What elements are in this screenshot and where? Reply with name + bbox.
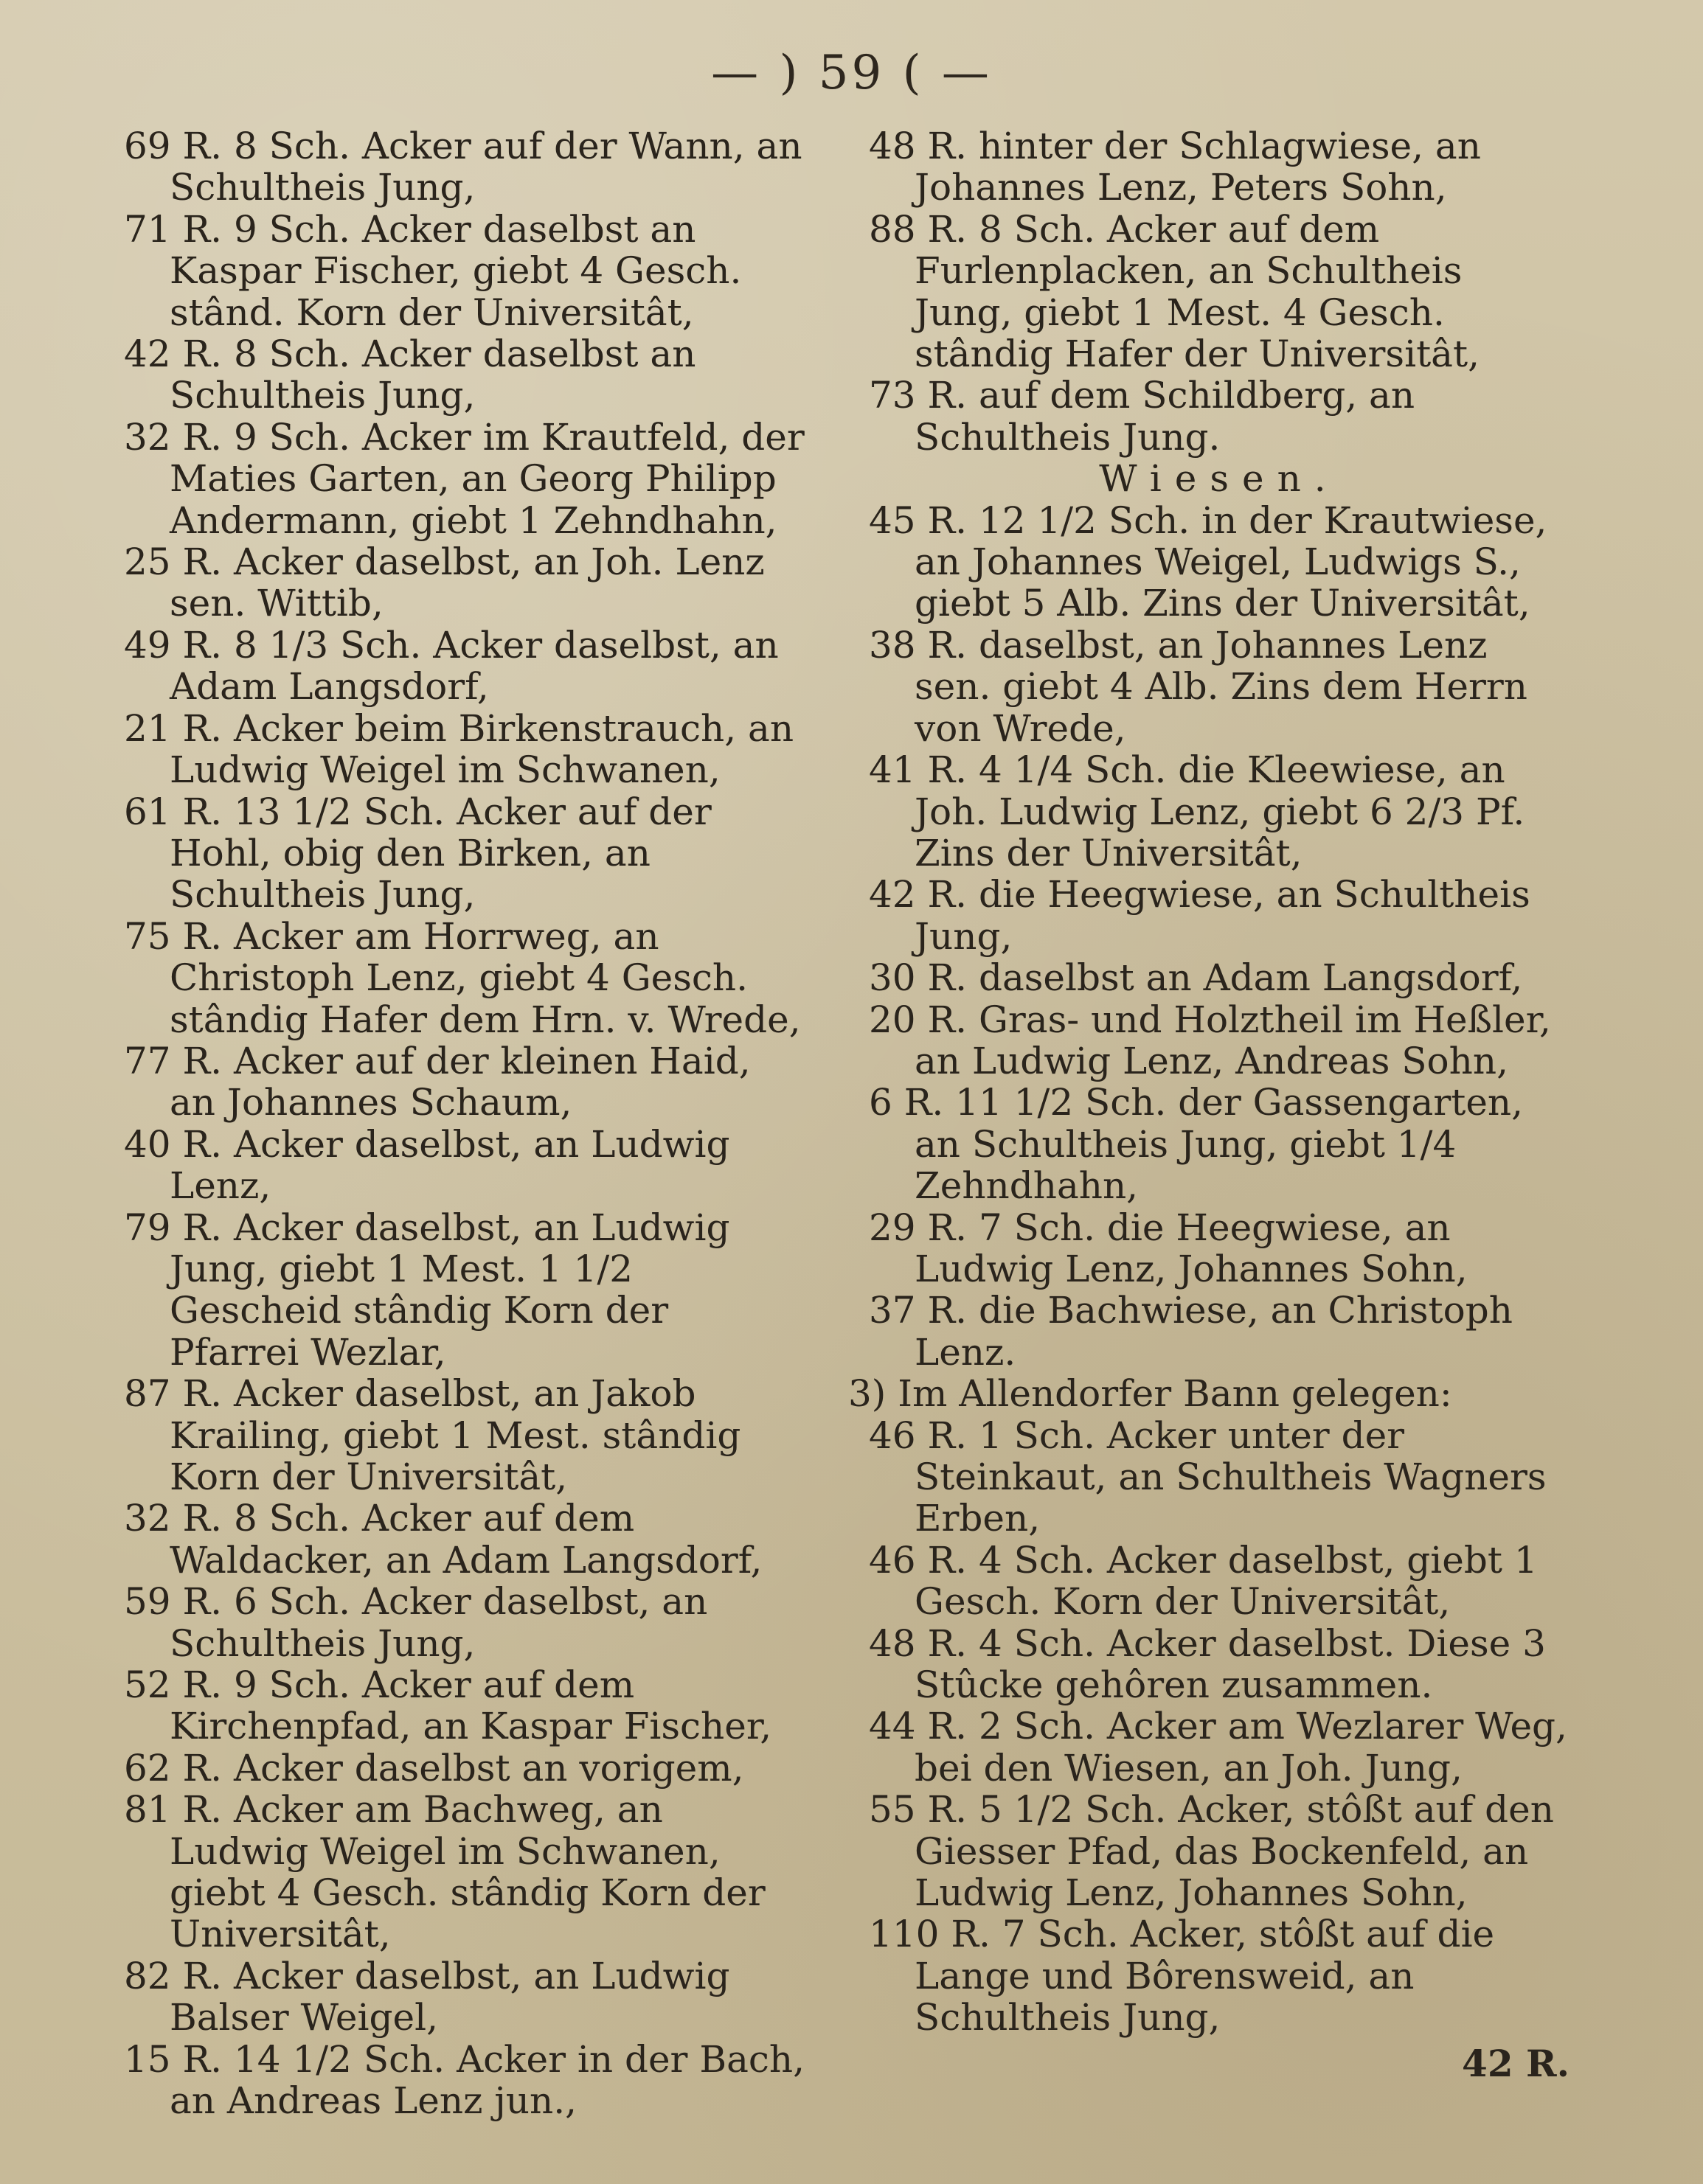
land-entry: 81 R. Acker am Bachweg, an Ludwig Weigel im Schwanen, giebt 4 Gesch. stândig Korn der Universitât, xyxy=(124,1788,766,1956)
land-entry: 77 R. Acker auf der kleinen Haid, an Johannes Schaum, xyxy=(124,1039,751,1124)
land-entry: 25 R. Acker daselbst, an Joh. Lenz sen. Wittib, xyxy=(124,540,765,625)
meadow-entry: 37 R. die Bachwiese, an Christoph Lenz. xyxy=(869,1289,1513,1374)
land-entry: 48 R. 4 Sch. Acker daselbst. Diese 3 Stûcke gehôren zusammen. xyxy=(869,1621,1546,1707)
land-entry: 75 R. Acker am Horrweg, an Christoph Lenz, giebt 4 Gesch. stândig Hafer dem Hrn. v. Wrede, xyxy=(124,914,801,1041)
land-entry: 71 R. 9 Sch. Acker daselbst an Kaspar Fischer, giebt 4 Gesch. stând. Korn der Universitât, xyxy=(124,207,742,334)
land-entry: 48 R. hinter der Schlagwiese, an Johannes Lenz, Peters Sohn, xyxy=(869,125,1481,209)
land-entry: 61 R. 13 1/2 Sch. Acker auf der Hohl, obig den Birken, an Schultheis Jung, xyxy=(124,790,712,917)
land-entry: 88 R. 8 Sch. Acker auf dem Furlenplacken, an Schultheis Jung, giebt 1 Mest. 4 Gesch. stândig Hafer der Universitât, xyxy=(869,207,1480,376)
land-entry: 73 R. auf dem Schildberg, an Schultheis Jung. xyxy=(869,374,1415,459)
land-entry: 62 R. Acker daselbst an vorigem, xyxy=(124,1746,744,1790)
land-entry: 32 R. 9 Sch. Acker im Krautfeld, der Maties Garten, an Georg Philipp Andermann, giebt 1 Zehndhahn, xyxy=(124,415,805,542)
catchword: 42 R. xyxy=(1462,2041,1570,2085)
page-number-header: — ) 59 ( — xyxy=(711,46,992,100)
meadow-entry: 45 R. 12 1/2 Sch. in der Krautwiese, an Johannes Weigel, Ludwigs S., giebt 5 Alb. Zins der Universitât, xyxy=(869,498,1547,625)
land-entry: 87 R. Acker daselbst, an Jakob Krailing, giebt 1 Mest. stândig Korn der Universitât, xyxy=(124,1372,741,1498)
right-column xyxy=(848,125,1570,2085)
land-entry: 69 R. 8 Sch. Acker auf der Wann, an Schultheis Jung, xyxy=(124,125,802,209)
land-entry: 40 R. Acker daselbst, an Ludwig Lenz, xyxy=(124,1122,730,1208)
land-entry: 21 R. Acker beim Birkenstrauch, an Ludwig Weigel im Schwanen, xyxy=(124,706,794,792)
land-entry: 79 R. Acker daselbst, an Ludwig Jung, giebt 1 Mest. 1 1/2 Gescheid stândig Korn der Pfarrei Wezlar, xyxy=(124,1206,730,1374)
land-entry: 32 R. 8 Sch. Acker auf dem Waldacker, an Adam Langsdorf, xyxy=(124,1497,763,1582)
meadow-entry: 41 R. 4 1/4 Sch. die Kleewiese, an Joh. Ludwig Lenz, giebt 6 2/3 Pf. Zins der Universitât, xyxy=(869,748,1525,874)
land-entry: 59 R. 6 Sch. Acker daselbst, an Schultheis Jung, xyxy=(124,1580,708,1665)
section-heading-wiesen: Wiesen. xyxy=(1099,457,1339,501)
subsection-heading-allendorf: 3) Im Allendorfer Bann gelegen: xyxy=(848,1372,1452,1416)
meadow-entry: 6 R. 11 1/2 Sch. der Gassengarten, an Schultheis Jung, giebt 1/4 Zehndhahn, xyxy=(869,1081,1524,1208)
meadow-entry: 30 R. daselbst an Adam Langsdorf, xyxy=(869,956,1523,1000)
meadow-entry: 20 R. Gras- und Holztheil im Heßler, an Ludwig Lenz, Andreas Sohn, xyxy=(869,998,1551,1082)
meadow-entry: 38 R. daselbst, an Johannes Lenz sen. giebt 4 Alb. Zins dem Herrn von Wrede, xyxy=(869,623,1528,750)
meadow-entry: 42 R. die Heegwiese, an Schultheis Jung, xyxy=(869,873,1530,958)
land-entry: 46 R. 4 Sch. Acker daselbst, giebt 1 Gesch. Korn der Universitât, xyxy=(869,1538,1538,1624)
land-entry: 42 R. 8 Sch. Acker daselbst an Schultheis Jung, xyxy=(124,333,696,417)
land-entry: 44 R. 2 Sch. Acker am Wezlarer Weg, bei den Wiesen, an Joh. Jung, xyxy=(869,1705,1567,1790)
land-entry: 52 R. 9 Sch. Acker auf dem Kirchenpfad, an Kaspar Fischer, xyxy=(124,1663,772,1748)
meadow-entry: 29 R. 7 Sch. die Heegwiese, an Ludwig Lenz, Johannes Sohn, xyxy=(869,1206,1468,1290)
land-entry: 46 R. 1 Sch. Acker unter der Steinkaut, an Schultheis Wagners Erben, xyxy=(869,1413,1547,1540)
land-entry: 110 R. 7 Sch. Acker, stôßt auf die Lange und Bôrensweid, an Schultheis Jung, xyxy=(869,1913,1495,2039)
land-entry: 49 R. 8 1/3 Sch. Acker daselbst, an Adam Langsdorf, xyxy=(124,623,779,709)
land-entry: 55 R. 5 1/2 Sch. Acker, stôßt auf den Giesser Pfad, das Bockenfeld, an Ludwig Lenz, Johannes Sohn, xyxy=(869,1788,1554,1915)
left-column xyxy=(124,125,805,2122)
land-entry: 82 R. Acker daselbst, an Ludwig Balser Weigel, xyxy=(124,1954,730,2039)
land-entry: 15 R. 14 1/2 Sch. Acker in der Bach, an Andreas Lenz jun., xyxy=(124,2037,805,2123)
